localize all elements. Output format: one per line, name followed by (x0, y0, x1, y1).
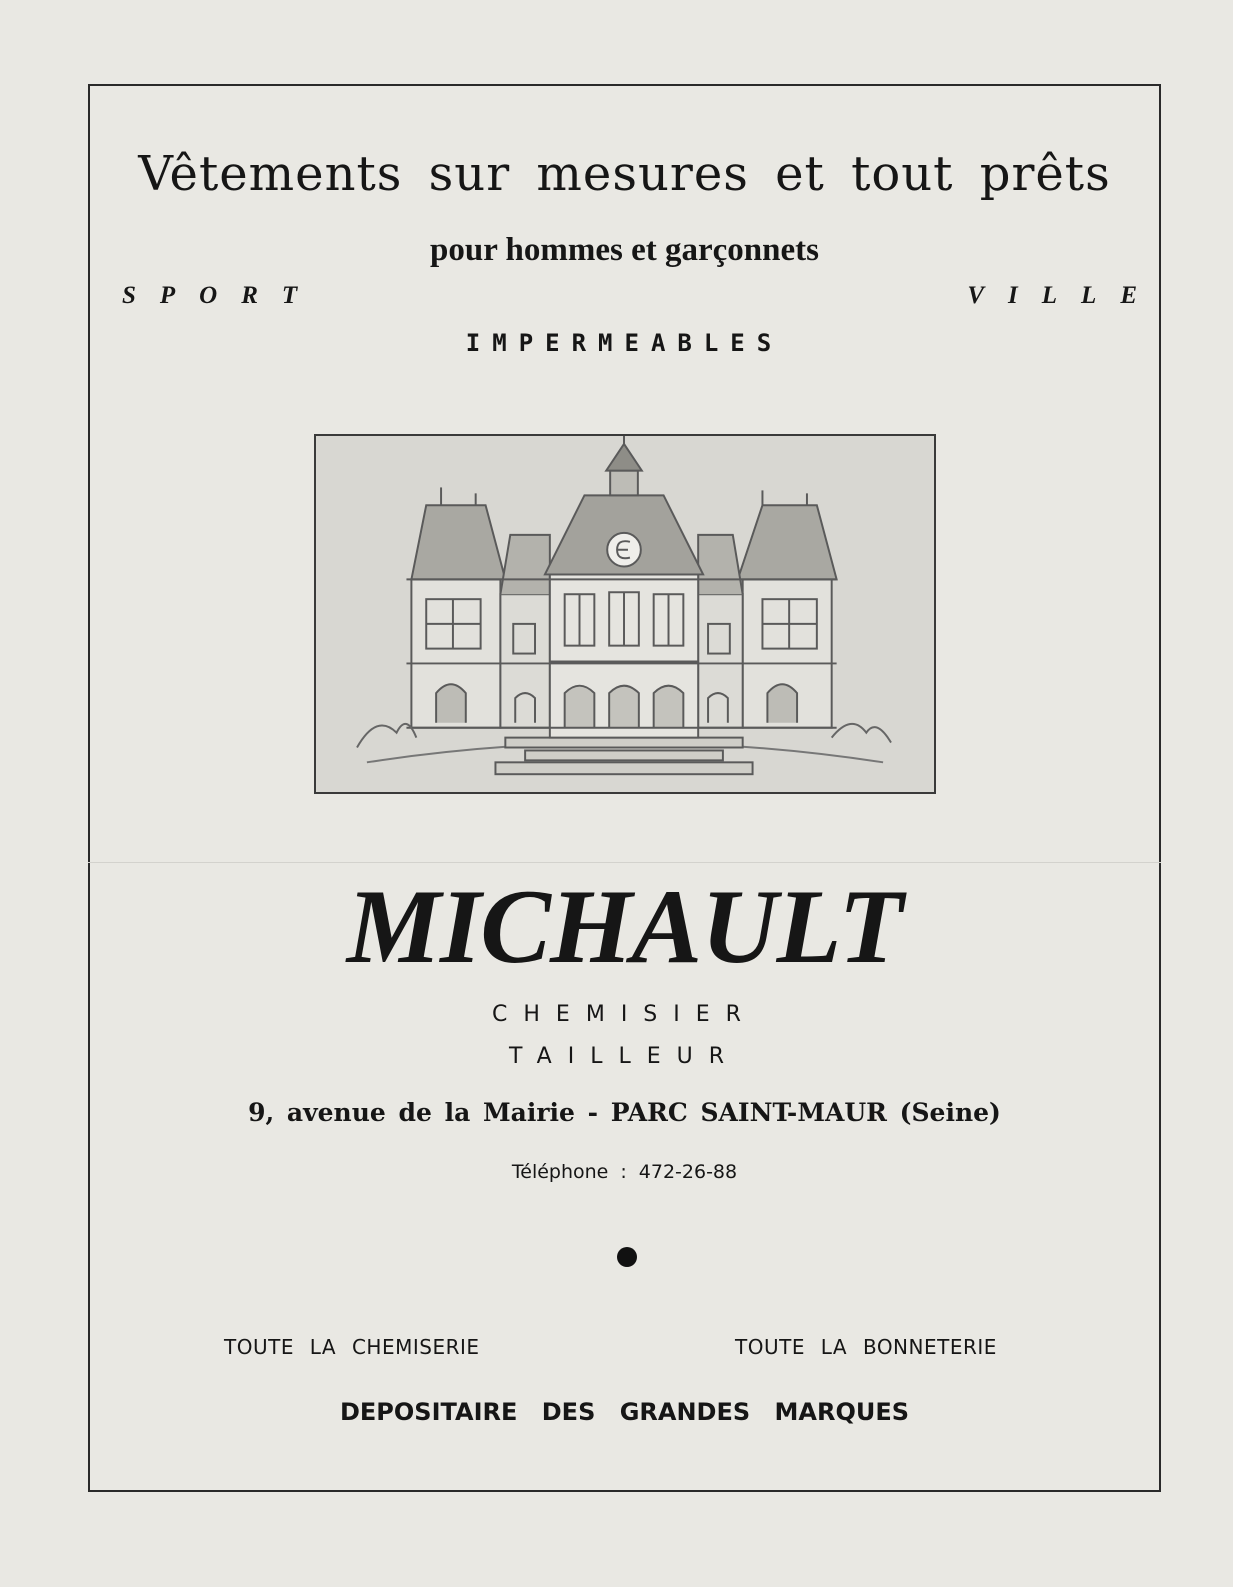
category-impermeables: IMPERMEABLES (465, 329, 784, 357)
fold-line (88, 862, 1161, 863)
town-hall-drawing (316, 436, 934, 792)
category-ville: VILLE (967, 282, 1161, 309)
tagline: DEPOSITAIRE DES GRANDES MARQUES (339, 1398, 910, 1426)
phone-line (88, 1161, 1161, 1183)
phone-separator: : (620, 1161, 627, 1183)
phone-number: 472-26-88 (638, 1161, 738, 1183)
brand-name: MICHAULT (346, 868, 903, 985)
profession-tailleur: TAILLEUR (508, 1044, 741, 1069)
subheadline: pour hommes et garçonnets (430, 232, 819, 268)
profession-chemisier: CHEMISIER (492, 1002, 757, 1027)
phone-label: Téléphone (511, 1161, 609, 1183)
headline: Vêtements sur mesures et tout prêts (138, 146, 1111, 202)
service-bonneterie: TOUTE LA BONNETERIE (735, 1335, 997, 1359)
town-hall-illustration (314, 434, 936, 794)
shop-address: 9, avenue de la Mairie - PARC SAINT-MAUR (Seine) (248, 1098, 1001, 1127)
service-chemiserie: TOUTE LA CHEMISERIE (224, 1335, 480, 1359)
category-sport: SPORT (122, 282, 322, 309)
bullet-dot (617, 1247, 637, 1267)
